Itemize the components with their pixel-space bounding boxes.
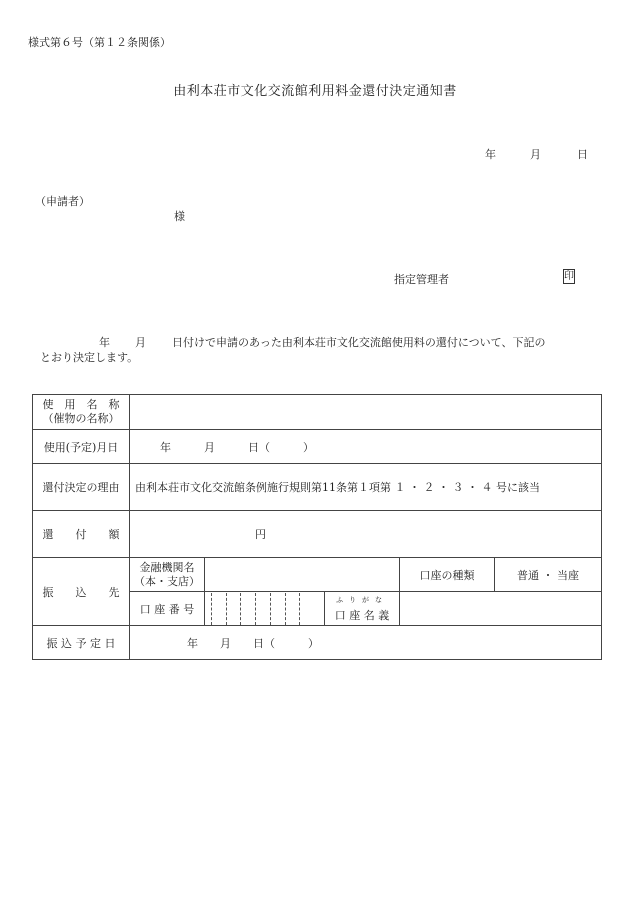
- transfer-date-value: 年 月 日（ ）: [187, 636, 319, 650]
- applicant-honorific: 様: [174, 210, 185, 223]
- notice-year: 年: [99, 336, 110, 349]
- use-date-field[interactable]: [130, 430, 602, 464]
- use-name-label: 使 用 名 称 （催物の名称）: [33, 395, 130, 430]
- refund-reason-label: 還付決定の理由: [33, 464, 130, 511]
- notice-text-line2: とおり決定します。: [40, 351, 139, 364]
- bank-name-label: 金融機関名 （本・支店）: [130, 558, 205, 592]
- date-day-label: 日: [577, 148, 588, 161]
- account-holder-label: ふりがな 口 座 名 義: [325, 592, 400, 626]
- account-type-label: 口座の種類: [400, 558, 495, 592]
- transfer-to-label: 振 込 先: [33, 558, 130, 626]
- refund-amount-label: 還 付 額: [33, 511, 130, 558]
- designated-manager-label: 指定管理者: [394, 273, 449, 286]
- account-holder-furigana: ふりがな: [336, 595, 388, 604]
- notice-text-line1: 日付けで申請のあった由利本荘市文化交流館使用料の還付について、下記の: [172, 336, 546, 349]
- account-holder-field[interactable]: [400, 592, 602, 626]
- document-title: 由利本荘市文化交流館利用料金還付決定通知書: [173, 84, 457, 99]
- yen-unit: 円: [255, 528, 266, 541]
- date-month-label: 月: [530, 148, 541, 161]
- refund-reason-field[interactable]: [130, 464, 602, 511]
- date-year-label: 年: [485, 148, 496, 161]
- account-number-field[interactable]: [205, 592, 325, 626]
- form-number: 様式第６号（第１２条関係）: [28, 36, 171, 49]
- refund-details-table: [32, 394, 602, 660]
- transfer-date-label: 振 込 予 定 日: [33, 626, 130, 660]
- use-name-field[interactable]: [130, 395, 602, 430]
- bank-name-field[interactable]: [205, 558, 400, 592]
- seal-stamp: 印: [564, 271, 574, 282]
- use-date-value: 年 月 日（ ）: [160, 440, 314, 454]
- use-date-label: 使用(予定)月日: [33, 430, 130, 464]
- transfer-date-field[interactable]: [130, 626, 602, 660]
- account-type-value[interactable]: 普通 ・ 当座: [495, 558, 602, 592]
- refund-reason-value: 由利本荘市文化交流館条例施行規則第11条第１項第 １ ・ ２ ・ ３ ・ ４ 号に該当: [135, 481, 540, 494]
- notice-month: 月: [135, 336, 146, 349]
- refund-amount-field[interactable]: [130, 511, 602, 558]
- applicant-label: （申請者）: [35, 195, 90, 208]
- account-number-label: 口 座 番 号: [130, 592, 205, 626]
- account-number-digit-boxes: [211, 593, 314, 625]
